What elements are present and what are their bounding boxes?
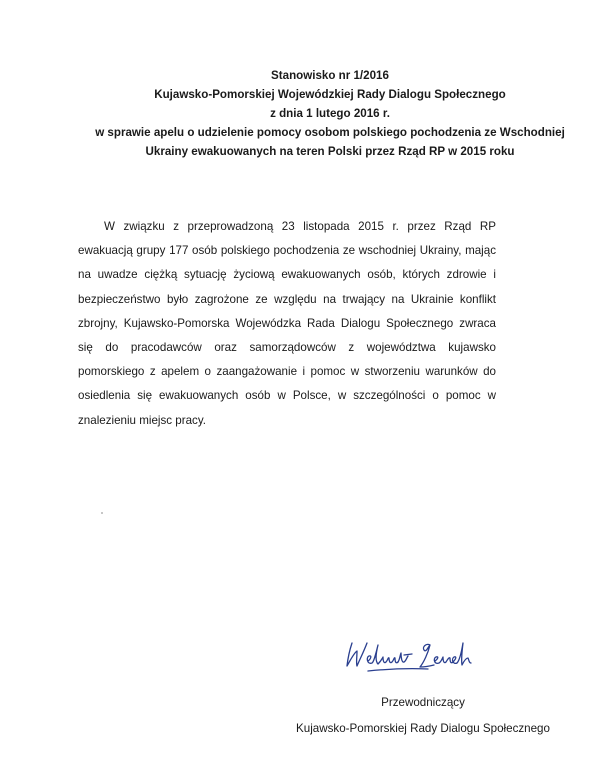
signer-block [278, 690, 568, 742]
header-council-name: Kujawsko-Pomorskiej Wojewódzkiej Rady Dialogu Społecznego [154, 88, 506, 101]
header-subject-line-2: Ukrainy ewakuowanych na teren Polski przez Rząd RP w 2015 roku [145, 145, 515, 158]
document-header [60, 66, 600, 161]
document-body-paragraph: W związku z przeprowadzoną 23 listopada 2015 r. przez Rząd RP ewakuacją grupy 177 osób polskiego pochodzenia ze wschodniej Ukrainy, mając na uwadze ciężką sytuację życiową ewakuowanych osób, których zdrowie i bezpieczeństwo było zagrożone ze względu na trwający na Ukrainie konflikt zbrojny, Kujawsko-Pomorska Wojewódzka Rada Dialogu Społecznego zwraca się do pracodawców oraz samorządowców z województwa kujawsko pomorskiego z apelem o zaangażowanie i pomoc w stworzeniu warunków do osiedlenia się ewakuowanych osób w Polsce, w szczególności o pomoc w znalezieniu miejsc pracy. [78, 220, 496, 427]
header-resolution-number: Stanowisko nr 1/2016 [271, 69, 389, 82]
header-date: z dnia 1 lutego 2016 r. [270, 107, 390, 120]
scan-speck [101, 512, 103, 514]
handwritten-signature [338, 635, 498, 677]
signer-organization: Kujawsko-Pomorskiej Rady Dialogu Społecznego [296, 722, 550, 735]
signer-title: Przewodniczący [381, 696, 465, 709]
header-subject-line-1: w sprawie apelu o udzielenie pomocy osobom polskiego pochodzenia ze Wschodniej [95, 126, 565, 139]
